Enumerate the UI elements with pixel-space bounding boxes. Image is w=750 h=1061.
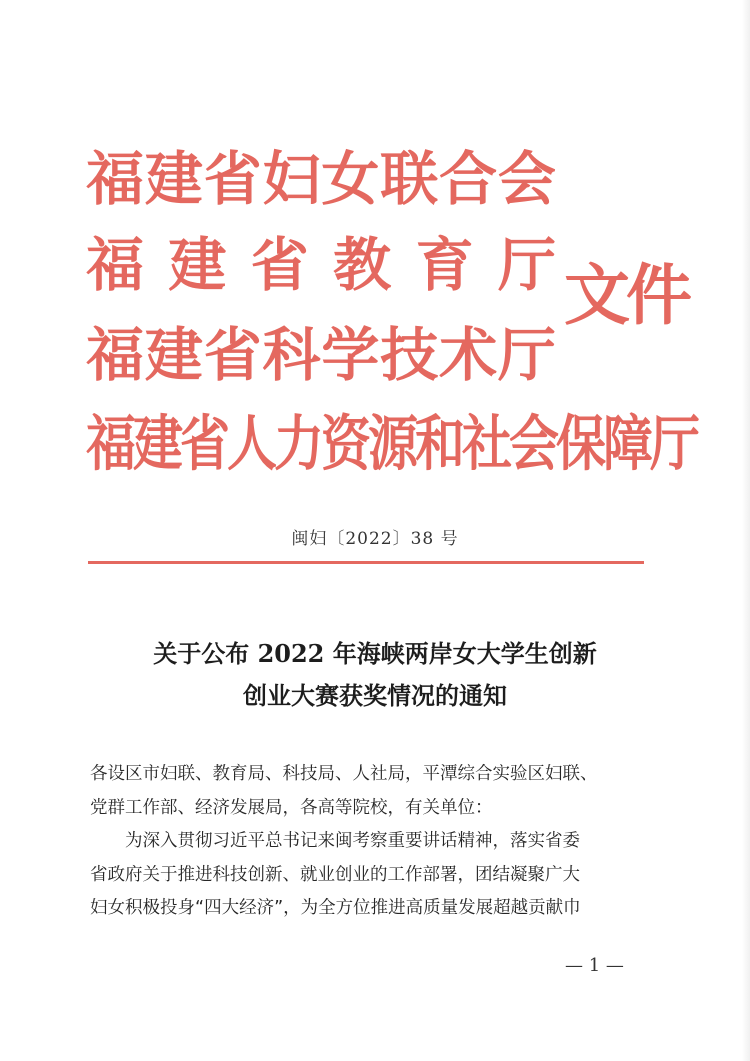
document-body <box>90 758 660 926</box>
paragraph-line: 妇女积极投身“四大经济”，为全方位推进高质量发展超越贡献巾 <box>90 898 581 918</box>
masthead-char: 妇 <box>262 145 321 213</box>
masthead-char: 育 <box>415 231 474 299</box>
addressee-line: 党群工作部、经济发展局，各高等院校，有关单位： <box>90 797 493 818</box>
masthead-text: 福建省人力资源和社会保障厅 <box>86 408 697 479</box>
red-separator-line <box>88 561 644 564</box>
document-title <box>0 633 750 717</box>
masthead-char: 术 <box>439 321 498 389</box>
masthead-line-science-technology-department <box>86 321 556 389</box>
masthead-char: 厅 <box>497 321 556 389</box>
masthead-char: 建 <box>168 231 227 299</box>
paragraph-line: 省政府关于推进科技创新、就业创业的工作部署，团结凝聚广大 <box>90 864 580 885</box>
masthead-line-education-department <box>86 231 556 299</box>
masthead-char: 福 <box>86 231 145 299</box>
masthead-char: 会 <box>497 145 556 213</box>
masthead-line-human-resources-department <box>86 408 697 479</box>
masthead-char: 福 <box>86 321 145 389</box>
masthead-char: 技 <box>380 321 439 389</box>
masthead-line-womens-federation <box>86 145 556 213</box>
masthead-char: 联 <box>380 145 439 213</box>
masthead-document-suffix: 文件 <box>564 256 688 334</box>
paragraph-line: 为深入贯彻习近平总书记来闽考察重要讲话精神，落实省委 <box>125 831 580 851</box>
masthead-char: 建 <box>144 145 203 213</box>
page-number: — 1 — <box>565 955 624 976</box>
title-line-2: 创业大赛获奖情况的通知 <box>243 681 507 710</box>
masthead-char: 福 <box>86 145 145 213</box>
masthead-char: 厅 <box>497 231 556 299</box>
masthead-char: 科 <box>262 321 321 389</box>
masthead-char: 建 <box>144 321 203 389</box>
document-number: 闽妇〔2022〕38 号 <box>291 529 459 549</box>
red-masthead <box>86 142 697 502</box>
addressee-line: 各设区市妇联、教育局、科技局、人社局，平潭综合实验区妇联、 <box>90 764 598 784</box>
masthead-char: 省 <box>250 231 309 299</box>
masthead-char: 省 <box>203 145 262 213</box>
masthead-char: 教 <box>333 231 392 299</box>
masthead-char: 省 <box>203 321 262 389</box>
masthead-char: 学 <box>321 321 380 389</box>
masthead-char: 女 <box>321 145 380 213</box>
masthead-char: 合 <box>439 145 498 213</box>
title-line-1: 关于公布 2022 年海峡两岸女大学生创新 <box>153 639 597 668</box>
